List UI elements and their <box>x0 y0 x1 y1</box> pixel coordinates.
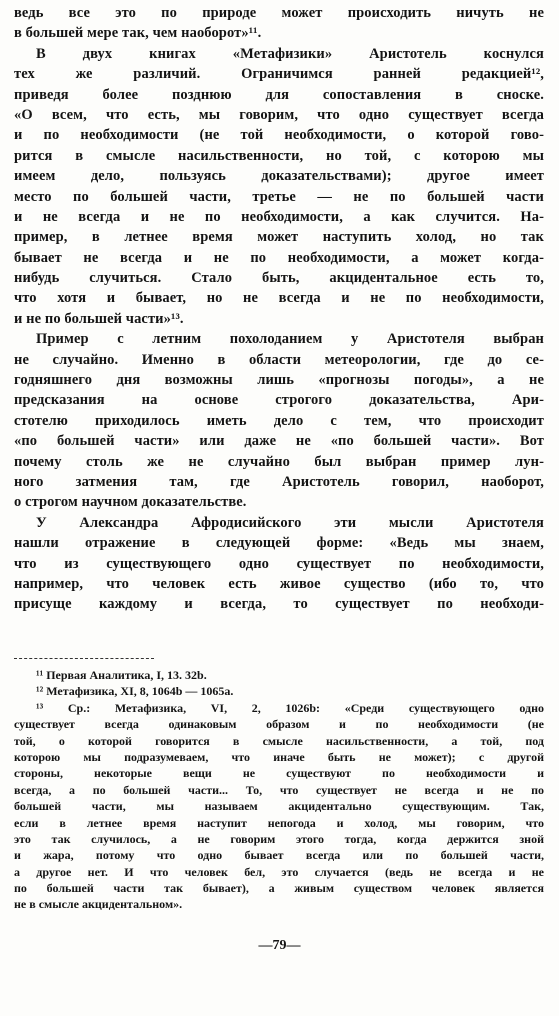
text-line: о строгом научном доказательстве. <box>14 494 247 511</box>
footnote-line: если в летнее время наступит непогода и холод, мы говорим, что <box>14 815 544 830</box>
text-line: годняшнего дня возможны лишь «прогнозы погоды», а не <box>14 372 544 389</box>
text-line: «по большей части» или даже не «по большей части». Вот <box>14 433 544 450</box>
text-line: нашли отражение в следующей форме: «Ведь мы знаем, <box>14 535 544 552</box>
footnote-line: по большей части так бывает), а живым существом человек является <box>14 881 544 896</box>
text-line: почему столь же не случайно был выбран пример лун- <box>14 453 544 470</box>
text-line: приведя более позднюю для сопоставления в сноске. <box>14 86 544 103</box>
text-line: не случайно. Именно в области метеорологии, где до се- <box>14 351 544 368</box>
footnote-line: ¹³ Ср.: Метафизика, VI, 2, 1026b: «Среди существующего одно <box>36 700 544 715</box>
footnote-line: стороны, некоторые вещи не существуют по необходимости и <box>14 766 544 781</box>
footnote-line: это так случилось, а не говорим этого тогда, когда держится зной <box>14 831 544 846</box>
text-line: и не по большей части»¹³. <box>14 310 184 327</box>
text-line: нибудь случиться. Стало быть, акцидентальное есть то, <box>14 270 544 287</box>
footnote-line: той, о которой говорится в смысле насильственности, а той, под <box>14 733 544 748</box>
text-line: пример, в летнее время может наступить холод, но так <box>14 229 544 246</box>
footnote-line: всегда, а по большей части... То, что существует не всегда и не по <box>14 782 544 797</box>
text-line: ного затмения там, где Аристотель говорил, наоборот, <box>14 473 544 490</box>
footnote-separator <box>14 658 154 659</box>
footnote-line: ¹¹ Первая Аналитика, I, 13. 32b. <box>36 668 207 682</box>
text-line: что из существующего одно существует по необходимости, <box>14 555 544 572</box>
text-line: В двух книгах «Метафизики» Аристотель коснулся <box>36 45 544 62</box>
footnote-line: а другое нет. И что человек бел, это случается (ведь не всегда и не <box>14 864 544 879</box>
footnote-line: большей части, мы называем акцидентально существующим. Так, <box>14 799 544 814</box>
page-number: —79— <box>258 938 301 953</box>
text-line: бывает не всегда и не по необходимости, а может когда- <box>14 249 544 266</box>
text-line: и не всегда и не по необходимости, а как случится. На- <box>14 208 544 225</box>
text-line: стотелю приходилось иметь дело с тем, что происходит <box>14 412 544 429</box>
text-line: рится в смысле насильственности, но той, с которою мы <box>14 147 544 164</box>
footnote-line: ¹² Метафизика, XI, 8, 1064b — 1065a. <box>36 684 234 699</box>
footnote-line: и жара, потому что одно бывает всегда или по большей части, <box>14 848 544 863</box>
text-line: Пример с летним похолоданием у Аристотеля выбран <box>36 331 544 348</box>
text-line: что хотя и бывает, но не всегда и не по необходимости, <box>14 290 544 307</box>
text-line: имеем дело, пользуясь доказательствами); другое имеет <box>14 168 544 185</box>
text-line: и по необходимости (не той необходимости, о которой гово- <box>14 127 544 144</box>
text-line: предсказания на основе строгого доказательства, Ари- <box>14 392 544 409</box>
main-text <box>14 3 544 615</box>
footnotes <box>14 667 544 913</box>
text-line: присуще каждому и всегда, то существует по необходи- <box>14 596 544 613</box>
text-line: место по большей части, третье — не по большей части <box>14 188 544 205</box>
text-line: в большей мере так, чем наоборот»¹¹. <box>14 25 262 42</box>
text-line: тех же различий. Ограничимся ранней редакцией¹², <box>14 66 544 83</box>
footnote-line: не в смысле акцидентальном». <box>14 897 183 912</box>
text-line: «О всем, что есть, мы говорим, что одно существует всегда <box>14 106 544 123</box>
footnote-line: которою мы подразумеваем, что иначе быть не может); с другой <box>14 749 544 764</box>
text-line: У Александра Афродисийского эти мысли Аристотеля <box>36 514 544 531</box>
text-line: ведь все это по природе может происходить ничуть не <box>14 5 544 21</box>
text-line: например, что человек есть живое существо (ибо то, что <box>14 575 544 592</box>
footnote-line: существует всегда одинаковым образом и по необходимости (не <box>14 717 544 732</box>
